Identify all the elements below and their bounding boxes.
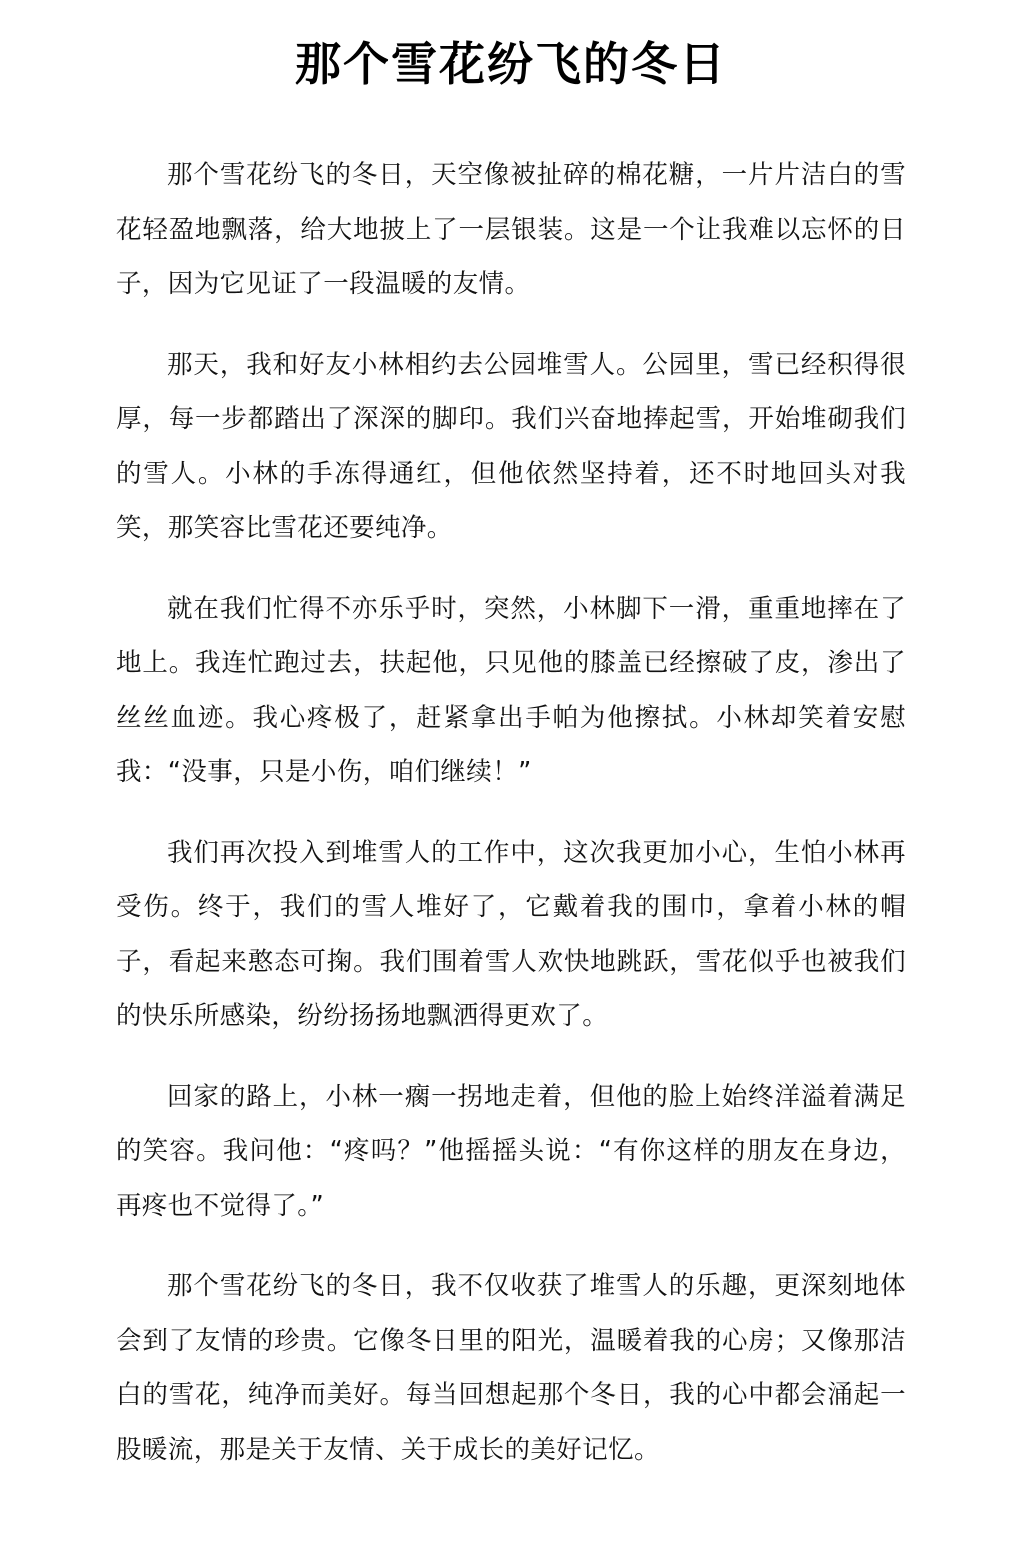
paragraph-5: 回家的路上，小林一瘸一拐地走着，但他的脸上始终洋溢着满足的笑容。我问他：“疼吗？”他摇摇头说：“有你这样的朋友在身边，再疼也不觉得了。”: [116, 1081, 906, 1221]
paragraph-1: 那个雪花纷飞的冬日，天空像被扯碎的棉花糖，一片片洁白的雪花轻盈地飘落，给大地披上了一层银装。这是一个让我难以忘怀的日子，因为它见证了一段温暖的友情。: [116, 160, 906, 299]
paragraph-4: 我们再次投入到堆雪人的工作中，这次我更加小心，生怕小林再受伤。终于，我们的雪人堆好了，它戴着我的围巾，拿着小林的帽子，看起来憨态可掬。我们围着雪人欢快地跳跃，雪花似乎也被我们的快乐所感染，纷纷扬扬地飘洒得更欢了。: [116, 837, 906, 1031]
paragraph-6: 那个雪花纷飞的冬日，我不仅收获了堆雪人的乐趣，更深刻地体会到了友情的珍贵。它像冬日里的阳光，温暖着我的心房；又像那洁白的雪花，纯净而美好。每当回想起那个冬日，我的心中都会涌起一股暖流，那是关于友情、关于成长的美好记忆。: [116, 1271, 906, 1465]
document-body: [116, 148, 906, 1477]
document-title: 那个雪花纷飞的冬日: [295, 37, 727, 91]
paragraph-3: 就在我们忙得不亦乐乎时，突然，小林脚下一滑，重重地摔在了地上。我连忙跑过去，扶起他，只见他的膝盖已经擦破了皮，渗出了丝丝血迹。我心疼极了，赶紧拿出手帕为他擦拭。小林却笑着安慰我：“没事，只是小伤，咱们继续！”: [116, 593, 906, 787]
paragraph-2: 那天，我和好友小林相约去公园堆雪人。公园里，雪已经积得很厚，每一步都踏出了深深的脚印。我们兴奋地捧起雪，开始堆砌我们的雪人。小林的手冻得通红，但他依然坚持着，还不时地回头对我笑，那笑容比雪花还要纯净。: [116, 349, 906, 543]
